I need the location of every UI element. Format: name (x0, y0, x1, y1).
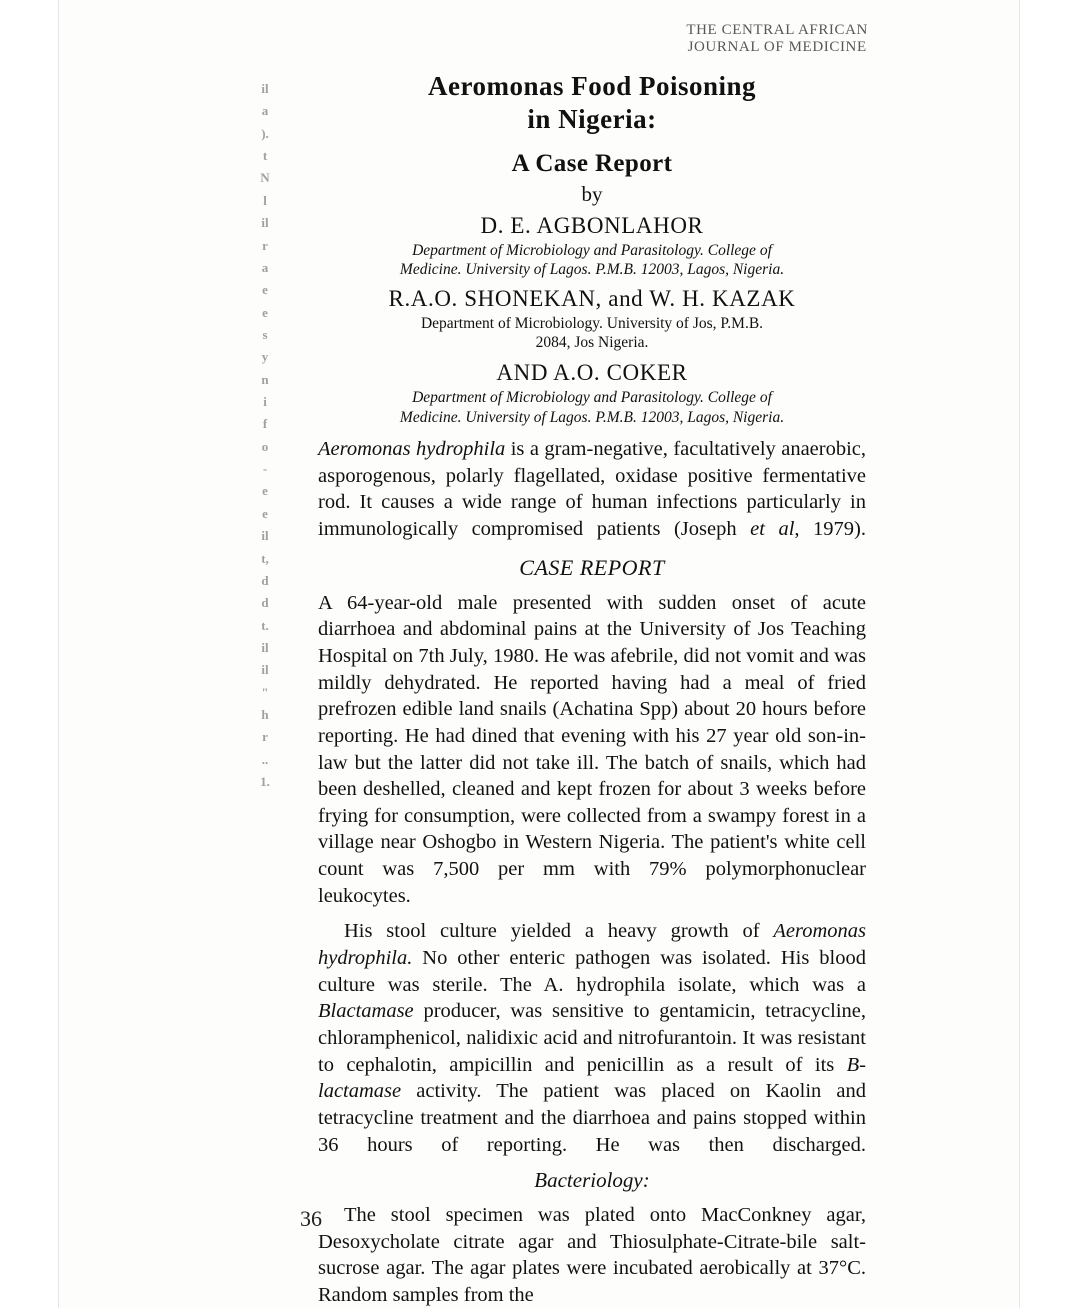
bleed-char: e (262, 483, 268, 499)
bleed-char: d (261, 572, 269, 588)
bleed-char: e (262, 282, 268, 298)
abstract-citation-tail: , 1979). (794, 518, 866, 541)
bacteriology-paragraph: The stool specimen was plated onto MacConkney agar, Desoxycholate citrate agar and Thiosulphate-Citrate-bile salt-sucrose agar. The agar plates were incubated aerobically at 37°C. Random samples from the (318, 1204, 866, 1307)
page-number: 36 (300, 1206, 322, 1231)
article-subtitle: A Case Report (511, 149, 673, 177)
bleed-char: il (261, 662, 269, 678)
bleed-char: il (261, 528, 269, 544)
affiliation-3 (318, 388, 866, 427)
bleed-char: f (262, 416, 268, 432)
bleed-char: ). (261, 125, 269, 141)
case-report-paragraph: A 64-year-old male presented with sudden onset of acute diarrhoea and abdominal pains at the University of Jos Teaching Hospital on 7th July, 1980. He was afebrile, did not vomit and was mildly dehydrated. He reported having had a meal of fried prefrozen edible land snails (Achatina Spp) about 20 hours before reporting. He had dined that evening with his 27 year old son-in-law but the latter did not take ill. The batch of snails, which had been deshelled, cleaned and kept frozen for about 3 weeks before frying for consumption, were collected from a swampy forest in a village near Oshogbo in Western Nigeria. The patient's white cell count was 7,500 per mm with 79% polymorphonuclear leukocytes. (318, 591, 866, 907)
abstract-paragraph (318, 436, 866, 543)
bleed-char: e (262, 304, 268, 320)
et-al: et al (750, 518, 795, 541)
bleed-char: y (261, 349, 269, 365)
title-line-1: Aeromonas Food Poisoning (427, 71, 757, 101)
organism-name-culture: Aeromonas hydrophila. (318, 920, 866, 970)
bleed-char: a (261, 103, 269, 119)
affiliation-2-line-2: 2084, Jos Nigeria. (535, 334, 649, 351)
page-right-margin (1019, 0, 1080, 1308)
bleed-char: s (262, 326, 268, 342)
author-3: AND A.O. COKER (496, 360, 688, 386)
abstract-text: is a gram-negative, facultatively anaerobic, asporogenous, polarly flagellated, oxidase positive fermentative rod. It causes a wide range of human infections particularly in immunologically compromised patients (Joseph (318, 438, 867, 541)
facing-page-bleed-through (248, 78, 282, 794)
section-heading-bacteriology: Bacteriology: (534, 1168, 650, 1193)
bleed-char: l (263, 192, 267, 208)
section-heading-case-report: CASE REPORT (519, 554, 665, 580)
culture-text-2: No other enteric pathogen was isolated. His blood culture was sterile. The A. hydrophila isolate, which was a (318, 947, 866, 996)
culture-text-3: producer, was sensitive to gentamicin, tetracycline, chloramphenicol, nalidixic acid and nitrofurantoin. It was resistant to cephalotin, ampicillin and penicillin as a result of its (318, 1000, 866, 1076)
affiliation-1 (318, 241, 866, 280)
bleed-char: r (262, 237, 268, 253)
author-1: D. E. AGBONLAHOR (480, 212, 704, 238)
blactamase-term: Blactamase (318, 1000, 414, 1023)
author-2: R.A.O. SHONEKAN, and W. H. KAZAK (388, 285, 796, 311)
bleed-char: il (261, 81, 269, 96)
bleed-char: e (262, 505, 268, 521)
organism-name-intro: Aeromonas hydrophila (318, 438, 506, 461)
bleed-char: .. (261, 751, 269, 767)
journal-name-line-1: THE CENTRAL AFRICAN (686, 22, 868, 38)
b-lactamase-term: B-lactamase (318, 1053, 866, 1103)
bleed-char: t. (261, 617, 269, 633)
bleed-char: t (262, 148, 268, 164)
bleed-char: t, (261, 550, 269, 566)
bleed-char: a (261, 259, 269, 275)
bleed-char: h (261, 707, 269, 723)
page-left-margin (0, 0, 59, 1308)
bleed-char: 1. (260, 774, 270, 790)
bleed-char: - (262, 461, 268, 477)
title-line-2: in Nigeria: (527, 103, 657, 134)
affiliation-2 (318, 314, 866, 353)
bleed-char: il (261, 215, 269, 231)
bleed-char: n (261, 371, 269, 387)
bleed-char: " (261, 684, 269, 700)
bleed-char: il (261, 639, 269, 655)
bleed-char: d (261, 595, 269, 611)
bleed-char: o (261, 438, 269, 454)
journal-name-line-2: JOURNAL OF MEDICINE (687, 39, 867, 56)
affiliation-3-line-2: Medicine. University of Lagos. P.M.B. 12003, Lagos, Nigeria. (399, 408, 785, 426)
article-column (318, 70, 866, 1308)
affiliation-1-line-1: Department of Microbiology and Parasitology. College of (412, 241, 772, 259)
journal-masthead (686, 22, 868, 57)
bleed-char: i (263, 394, 267, 410)
bleed-char: r (262, 729, 268, 745)
bleed-char: N (260, 170, 270, 186)
affiliation-2-line-1: Department of Microbiology. University of Jos, P.M.B. (420, 314, 764, 332)
culture-text-4: activity. The patient was placed on Kaolin and tetracycline treatment and the diarrhoea and pains stopped within 36 hours of reporting. He was then discharged. (318, 1080, 866, 1156)
affiliation-1-line-2: Medicine. University of Lagos. P.M.B. 12003, Lagos, Nigeria. (399, 261, 785, 279)
byline-label: by (581, 181, 603, 206)
page-title (318, 70, 866, 136)
culture-text-1: His stool culture yielded a heavy growth of (344, 920, 774, 943)
culture-paragraph (318, 918, 866, 1158)
affiliation-3-line-1: Department of Microbiology and Parasitology. College of (412, 389, 772, 407)
